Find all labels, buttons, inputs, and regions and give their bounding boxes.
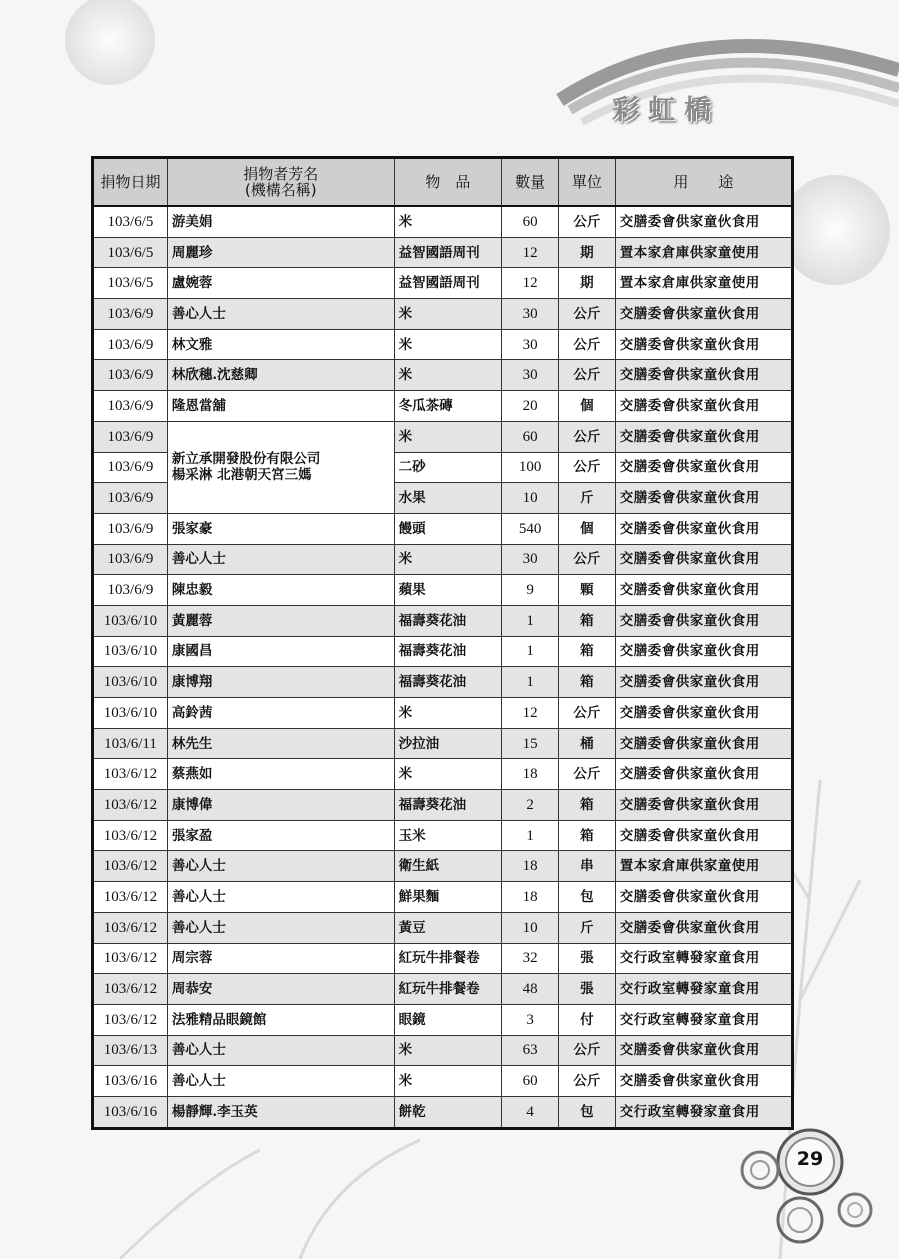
cell-unit: 張: [559, 943, 616, 974]
table-header-row: [93, 158, 793, 207]
cell-date: 103/6/12: [93, 820, 168, 851]
cell-qty: 15: [502, 728, 559, 759]
cell-use: 交膳委會供家童伙食用: [615, 391, 792, 422]
cell-unit: 斤: [559, 483, 616, 514]
cell-unit: 箱: [559, 790, 616, 821]
table-row: [93, 544, 793, 575]
cell-item: 蘋果: [394, 575, 502, 606]
table-row: [93, 1096, 793, 1128]
cell-unit: 斤: [559, 912, 616, 943]
cell-unit: 公斤: [559, 1066, 616, 1097]
cell-use: 交膳委會供家童伙食用: [615, 667, 792, 698]
cell-use: 交膳委會供家童伙食用: [615, 759, 792, 790]
table-row: [93, 513, 793, 544]
cell-date: 103/6/9: [93, 299, 168, 330]
cell-qty: 12: [502, 237, 559, 268]
cell-unit: 箱: [559, 667, 616, 698]
table-row: [93, 1004, 793, 1035]
cell-donor: 張家豪: [167, 513, 394, 544]
cell-item: 饅頭: [394, 513, 502, 544]
cell-date: 103/6/11: [93, 728, 168, 759]
cell-donor: 法雅精品眼鏡館: [167, 1004, 394, 1035]
table-row: [93, 728, 793, 759]
cell-date: 103/6/9: [93, 483, 168, 514]
cell-use: 交膳委會供家童伙食用: [615, 544, 792, 575]
cell-item: 米: [394, 206, 502, 237]
cell-unit: 顆: [559, 575, 616, 606]
cell-qty: 20: [502, 391, 559, 422]
cell-unit: 公斤: [559, 299, 616, 330]
header-donor: [167, 158, 394, 207]
cell-use: 交膳委會供家童伙食用: [615, 329, 792, 360]
cell-use: 交膳委會供家童伙食用: [615, 1035, 792, 1066]
cell-item: 福壽葵花油: [394, 667, 502, 698]
cell-date: 103/6/5: [93, 268, 168, 299]
cell-qty: 540: [502, 513, 559, 544]
cell-unit: 公斤: [559, 360, 616, 391]
cell-unit: 公斤: [559, 759, 616, 790]
cell-donor: 康國昌: [167, 636, 394, 667]
cell-item: 福壽葵花油: [394, 605, 502, 636]
header-date: 捐物日期: [93, 158, 168, 207]
cell-date: 103/6/9: [93, 329, 168, 360]
cell-item: 沙拉油: [394, 728, 502, 759]
cell-donor: 善心人士: [167, 1066, 394, 1097]
cell-donor: 高鈴茜: [167, 698, 394, 729]
cell-qty: 60: [502, 1066, 559, 1097]
cell-use: 交膳委會供家童伙食用: [615, 882, 792, 913]
table-row: [93, 667, 793, 698]
cell-donor: 盧婉蓉: [167, 268, 394, 299]
donation-table: [91, 156, 794, 1130]
cell-qty: 48: [502, 974, 559, 1005]
cell-use: 交膳委會供家童伙食用: [615, 820, 792, 851]
cell-use: 交膳委會供家童伙食用: [615, 206, 792, 237]
cell-use: 交膳委會供家童伙食用: [615, 299, 792, 330]
cell-qty: 1: [502, 636, 559, 667]
cell-use: 交行政室轉發家童食用: [615, 943, 792, 974]
cell-use: 交膳委會供家童伙食用: [615, 575, 792, 606]
page-badge-decoration: [730, 1120, 890, 1250]
cell-use: 交膳委會供家童伙食用: [615, 698, 792, 729]
cell-item: 米: [394, 698, 502, 729]
cell-date: 103/6/12: [93, 790, 168, 821]
header-qty: 數量: [502, 158, 559, 207]
cell-use: 交行政室轉發家童食用: [615, 1004, 792, 1035]
cell-use: 交膳委會供家童伙食用: [615, 513, 792, 544]
cell-item: 益智國語周刊: [394, 268, 502, 299]
cell-date: 103/6/9: [93, 360, 168, 391]
cell-date: 103/6/9: [93, 575, 168, 606]
cell-date: 103/6/12: [93, 882, 168, 913]
cell-date: 103/6/16: [93, 1066, 168, 1097]
cell-date: 103/6/9: [93, 513, 168, 544]
cell-date: 103/6/12: [93, 943, 168, 974]
header-unit: 單位: [559, 158, 616, 207]
cell-item: 米: [394, 1035, 502, 1066]
cell-item: 眼鏡: [394, 1004, 502, 1035]
table-row: [93, 329, 793, 360]
cell-date: 103/6/9: [93, 452, 168, 483]
cell-item: 水果: [394, 483, 502, 514]
cell-donor: 楊靜輝.李玉英: [167, 1096, 394, 1128]
cell-date: 103/6/10: [93, 698, 168, 729]
cell-qty: 100: [502, 452, 559, 483]
table-row: [93, 605, 793, 636]
cell-item: 米: [394, 360, 502, 391]
cell-donor: 康博翔: [167, 667, 394, 698]
cell-use: 交行政室轉發家童食用: [615, 1096, 792, 1128]
cell-date: 103/6/9: [93, 421, 168, 452]
cell-item: 紅玩牛排餐卷: [394, 943, 502, 974]
cell-item: 米: [394, 759, 502, 790]
cell-item: 米: [394, 544, 502, 575]
cell-qty: 18: [502, 759, 559, 790]
cell-item: 玉米: [394, 820, 502, 851]
cell-donor: 善心人士: [167, 299, 394, 330]
cell-qty: 2: [502, 790, 559, 821]
cell-date: 103/6/10: [93, 636, 168, 667]
cell-donor: 蔡燕如: [167, 759, 394, 790]
cell-use: 交行政室轉發家童食用: [615, 974, 792, 1005]
cell-qty: 18: [502, 851, 559, 882]
cell-item: 米: [394, 299, 502, 330]
table-row: [93, 851, 793, 882]
cell-use: 交膳委會供家童伙食用: [615, 421, 792, 452]
cell-unit: 箱: [559, 636, 616, 667]
cell-use: 交膳委會供家童伙食用: [615, 452, 792, 483]
cell-date: 103/6/9: [93, 391, 168, 422]
cell-unit: 期: [559, 237, 616, 268]
cell-item: 二砂: [394, 452, 502, 483]
cell-item: 益智國語周刊: [394, 237, 502, 268]
cell-date: 103/6/12: [93, 1004, 168, 1035]
cell-donor: 周恭安: [167, 974, 394, 1005]
cell-donor: 林欣穗.沈慈卿: [167, 360, 394, 391]
cell-qty: 32: [502, 943, 559, 974]
cell-qty: 60: [502, 206, 559, 237]
cell-item: 米: [394, 329, 502, 360]
cell-use: 交膳委會供家童伙食用: [615, 790, 792, 821]
cell-use: 交膳委會供家童伙食用: [615, 636, 792, 667]
header-use: 用 途: [615, 158, 792, 207]
header-donor-line1: 捐物者芳名: [243, 165, 319, 183]
cell-use: 交膳委會供家童伙食用: [615, 912, 792, 943]
cell-date: 103/6/12: [93, 851, 168, 882]
cell-date: 103/6/5: [93, 206, 168, 237]
cell-item: 福壽葵花油: [394, 636, 502, 667]
cell-donor: 周宗蓉: [167, 943, 394, 974]
cell-date: 103/6/12: [93, 974, 168, 1005]
cell-qty: 9: [502, 575, 559, 606]
cell-unit: 公斤: [559, 421, 616, 452]
cell-donor: 陳忠毅: [167, 575, 394, 606]
cell-use: 置本家倉庫供家童使用: [615, 851, 792, 882]
cell-use: 交膳委會供家童伙食用: [615, 1066, 792, 1097]
section-title: 彩虹橋: [612, 95, 720, 126]
cell-donor: 善心人士: [167, 1035, 394, 1066]
cell-qty: 1: [502, 820, 559, 851]
cell-qty: 63: [502, 1035, 559, 1066]
cell-date: 103/6/9: [93, 544, 168, 575]
cell-qty: 30: [502, 329, 559, 360]
cell-item: 衛生紙: [394, 851, 502, 882]
cell-qty: 1: [502, 667, 559, 698]
table-row: [93, 360, 793, 391]
cell-date: 103/6/10: [93, 605, 168, 636]
cell-qty: 4: [502, 1096, 559, 1128]
cell-item: 紅玩牛排餐卷: [394, 974, 502, 1005]
cell-qty: 18: [502, 882, 559, 913]
cell-unit: 公斤: [559, 206, 616, 237]
table-row: [93, 206, 793, 237]
cell-unit: 桶: [559, 728, 616, 759]
table-row: [93, 1035, 793, 1066]
cell-donor: 張家盈: [167, 820, 394, 851]
cell-item: 餅乾: [394, 1096, 502, 1128]
table-row: [93, 974, 793, 1005]
cell-unit: 箱: [559, 820, 616, 851]
cell-use: 置本家倉庫供家童使用: [615, 237, 792, 268]
cell-donor: 游美娟: [167, 206, 394, 237]
table-row: [93, 268, 793, 299]
table-row: [93, 575, 793, 606]
cell-qty: 30: [502, 360, 559, 391]
cell-unit: 箱: [559, 605, 616, 636]
cell-item: 福壽葵花油: [394, 790, 502, 821]
table-row: [93, 698, 793, 729]
cell-unit: 公斤: [559, 452, 616, 483]
table-row: [93, 1066, 793, 1097]
cell-unit: 公斤: [559, 698, 616, 729]
table-row: [93, 636, 793, 667]
cell-donor: 善心人士: [167, 544, 394, 575]
cell-unit: 個: [559, 513, 616, 544]
cell-qty: 12: [502, 698, 559, 729]
table-row: [93, 759, 793, 790]
cell-item: 鮮果麵: [394, 882, 502, 913]
cell-use: 置本家倉庫供家童使用: [615, 268, 792, 299]
cell-unit: 公斤: [559, 544, 616, 575]
cell-item: 米: [394, 1066, 502, 1097]
merged-donor-line1: 新立承開發股份有限公司: [171, 451, 321, 468]
cell-donor: 善心人士: [167, 851, 394, 882]
cell-donor: 林先生: [167, 728, 394, 759]
cell-donor: 善心人士: [167, 882, 394, 913]
table-row: [93, 912, 793, 943]
cell-unit: 包: [559, 1096, 616, 1128]
table-row: [93, 882, 793, 913]
cell-use: 交膳委會供家童伙食用: [615, 728, 792, 759]
cell-donor: 隆恩當舖: [167, 391, 394, 422]
table-row: [93, 943, 793, 974]
cell-qty: 60: [502, 421, 559, 452]
header-item: 物 品: [394, 158, 502, 207]
merged-donor-line2: 楊采淋 北港朝天宮三媽: [171, 467, 312, 484]
cell-qty: 1: [502, 605, 559, 636]
cell-date: 103/6/12: [93, 759, 168, 790]
cell-unit: 個: [559, 391, 616, 422]
cell-unit: 串: [559, 851, 616, 882]
cell-unit: 包: [559, 882, 616, 913]
page-number: 29: [796, 1148, 824, 1170]
cell-item: 米: [394, 421, 502, 452]
cell-use: 交膳委會供家童伙食用: [615, 360, 792, 391]
cell-qty: 10: [502, 912, 559, 943]
table-row: [93, 421, 793, 452]
cell-date: 103/6/10: [93, 667, 168, 698]
cell-unit: 付: [559, 1004, 616, 1035]
cell-date: 103/6/12: [93, 912, 168, 943]
cell-unit: 公斤: [559, 329, 616, 360]
cell-date: 103/6/13: [93, 1035, 168, 1066]
cell-unit: 期: [559, 268, 616, 299]
cell-donor: 周麗珍: [167, 237, 394, 268]
cell-qty: 30: [502, 544, 559, 575]
cell-qty: 3: [502, 1004, 559, 1035]
cell-unit: 公斤: [559, 1035, 616, 1066]
table-row: [93, 237, 793, 268]
cell-qty: 12: [502, 268, 559, 299]
cell-qty: 30: [502, 299, 559, 330]
cell-date: 103/6/5: [93, 237, 168, 268]
cell-item: 黃豆: [394, 912, 502, 943]
cell-date: 103/6/16: [93, 1096, 168, 1128]
cell-use: 交膳委會供家童伙食用: [615, 483, 792, 514]
cell-item: 冬瓜茶磚: [394, 391, 502, 422]
cell-unit: 張: [559, 974, 616, 1005]
cell-donor: 黃麗蓉: [167, 605, 394, 636]
table-row: [93, 391, 793, 422]
cell-donor: 康博偉: [167, 790, 394, 821]
header-donor-line2: (機構名稱): [244, 181, 317, 199]
cell-donor: 林文雅: [167, 329, 394, 360]
cell-qty: 10: [502, 483, 559, 514]
table-row: [93, 790, 793, 821]
table-row: [93, 299, 793, 330]
table-row: [93, 820, 793, 851]
cell-use: 交膳委會供家童伙食用: [615, 605, 792, 636]
cell-donor-merged: [167, 421, 394, 513]
cell-donor: 善心人士: [167, 912, 394, 943]
